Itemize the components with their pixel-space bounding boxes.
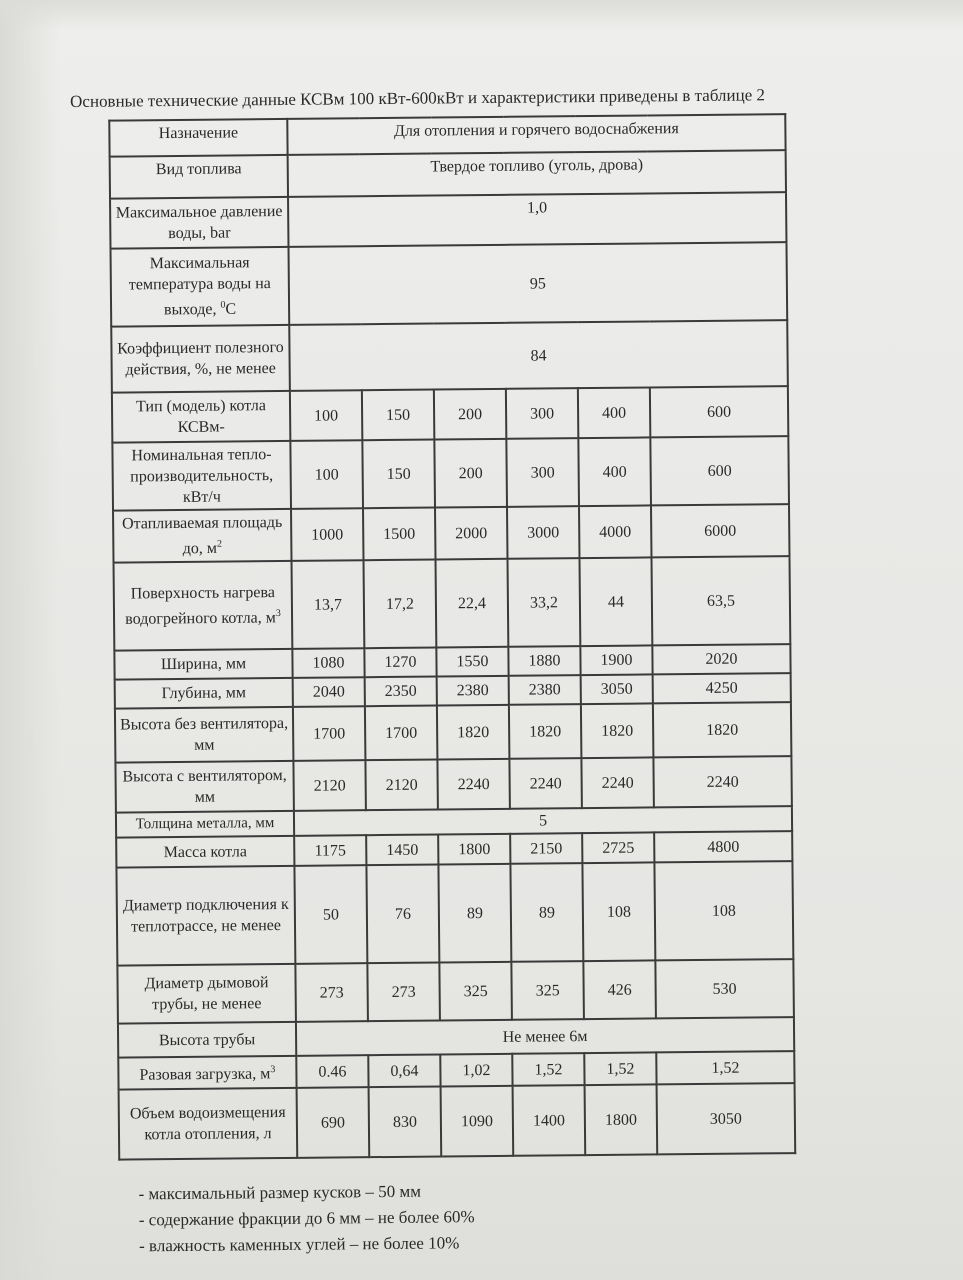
notes xyxy=(138,1178,475,1259)
cell-value: 50 xyxy=(294,865,367,964)
cell-value: 33,2 xyxy=(508,558,581,647)
cell-value: 2240 xyxy=(581,757,653,808)
cell-value: 2725 xyxy=(582,832,654,863)
cell-value: 6000 xyxy=(651,504,790,557)
rows-dimensions xyxy=(112,386,792,812)
cell-label xyxy=(115,761,293,813)
cell-value: 5 xyxy=(294,806,792,836)
cell-label xyxy=(111,247,290,327)
cell-value: 1450 xyxy=(366,835,438,866)
cell-label: Толщина металла, мм xyxy=(116,811,294,838)
row-max-temp xyxy=(111,242,788,326)
cell-value: 273 xyxy=(367,962,440,1021)
cell-value: 1700 xyxy=(293,706,366,761)
table-row xyxy=(116,861,793,965)
cell-value: 300 xyxy=(506,388,578,439)
cell-value: 1,52 xyxy=(512,1053,584,1086)
cell-label xyxy=(114,649,292,680)
label-sup: 0 xyxy=(220,299,226,311)
cell-value: Не менее 6м xyxy=(296,1017,794,1056)
row-efficiency xyxy=(111,320,788,392)
cell-value: 1175 xyxy=(294,835,366,866)
cell-value: 1000 xyxy=(291,508,363,561)
cell-value: 300 xyxy=(506,438,579,507)
label-sup: 2 xyxy=(216,538,223,550)
table-caption: Основные технические данные КСВм 100 кВт-600кВт и характеристики приведены в таблице 2 xyxy=(70,85,766,111)
cell-value: 1,02 xyxy=(440,1054,512,1087)
cell-value: 2350 xyxy=(365,677,437,707)
cell-label xyxy=(112,441,291,511)
cell-value: 44 xyxy=(579,557,652,646)
cell-value: 150 xyxy=(362,390,434,441)
note-2: - содержание фракции до 6 мм – не более 60% xyxy=(138,1207,475,1230)
cell-value: 1270 xyxy=(364,648,436,678)
cell-value: 690 xyxy=(297,1087,370,1158)
cell-value: 108 xyxy=(654,861,793,960)
cell-label xyxy=(117,964,296,1024)
cell-label: Максимальное давление воды, bar xyxy=(110,197,288,249)
cell-label xyxy=(113,509,291,563)
cell-label xyxy=(116,866,295,966)
cell-value: 4000 xyxy=(579,505,651,558)
cell-value: 325 xyxy=(439,962,512,1021)
label-text: Поверхность нагрева водогрейного котла, м xyxy=(125,583,276,628)
cell-value: 1820 xyxy=(653,702,792,757)
cell-label xyxy=(118,1056,296,1090)
cell-value: 1800 xyxy=(438,834,510,865)
page-shadow xyxy=(0,0,60,1280)
cell-label xyxy=(115,678,293,709)
document xyxy=(70,84,911,1267)
cell-value: 1550 xyxy=(436,647,508,677)
cell-value: 2040 xyxy=(293,677,365,707)
table-row xyxy=(114,556,791,650)
cell-value: 530 xyxy=(655,959,794,1018)
label-text: Высота с вентилятором, мм xyxy=(122,766,287,806)
cell-value: 1820 xyxy=(581,703,654,758)
cell-value: 17,2 xyxy=(364,560,437,649)
table-row xyxy=(115,756,791,812)
cell-value: 1400 xyxy=(513,1085,586,1156)
cell-value: 1090 xyxy=(441,1086,514,1157)
cell-value: 200 xyxy=(434,389,506,440)
cell-value: 400 xyxy=(578,437,651,506)
note-1: - максимальный размер кусков – 50 мм xyxy=(138,1181,422,1204)
cell-value: 1,52 xyxy=(584,1052,656,1085)
cell-value: 22,4 xyxy=(436,559,509,648)
cell-value: 600 xyxy=(650,436,789,505)
cell-value: 108 xyxy=(582,862,655,961)
cell-value: 830 xyxy=(369,1086,442,1157)
cell-value: 2380 xyxy=(437,676,509,706)
cell-value: 1,52 xyxy=(656,1051,794,1084)
label-sup: 3 xyxy=(270,1064,276,1076)
row-fuel xyxy=(110,150,786,198)
label-text: Ширина, мм xyxy=(160,655,247,674)
label-text: Диаметр дымовой трубы, не менее xyxy=(144,974,269,1014)
label-sup: 3 xyxy=(275,607,281,619)
table-row xyxy=(119,1083,796,1159)
cell-value: 100 xyxy=(290,440,363,509)
cell-value: 1880 xyxy=(508,646,580,676)
cell-value: 1820 xyxy=(509,704,582,759)
label-text: Отапливаемая площадь до, м xyxy=(121,513,283,558)
cell-value: 2240 xyxy=(653,756,791,807)
cell-value: 4250 xyxy=(653,673,791,703)
cell-value: 273 xyxy=(295,963,368,1022)
label-text: Тип (модель) котла КСВм- xyxy=(136,397,266,436)
cell-value: 13,7 xyxy=(292,560,365,649)
cell-value: 2020 xyxy=(652,644,790,674)
page-top-shadow xyxy=(0,0,963,30)
cell-value: 95 xyxy=(288,242,787,325)
cell-label xyxy=(119,1088,298,1160)
rows-connections xyxy=(116,831,794,1023)
note-3: - влажность каменных углей – не более 10% xyxy=(138,1233,460,1256)
cell-value: 1700 xyxy=(365,706,438,761)
label-text: Объем водоизмещения котла отопления, л xyxy=(129,1103,286,1144)
table-row xyxy=(112,436,789,510)
cell-value: 1820 xyxy=(437,705,510,760)
cell-value: 3000 xyxy=(507,506,579,559)
label-text: Масса котла xyxy=(163,842,248,861)
cell-label xyxy=(115,707,294,763)
table-row xyxy=(117,959,794,1023)
label-unit: С xyxy=(225,301,237,319)
cell-value: 2120 xyxy=(293,760,365,811)
cell-value: 63,5 xyxy=(651,556,790,645)
label-text: Номинальная тепло-производительность, кВт/ч xyxy=(130,445,274,506)
cell-label xyxy=(116,836,294,868)
cell-value: 2380 xyxy=(509,675,581,705)
cell-value: 600 xyxy=(650,386,788,437)
cell-value: 0,64 xyxy=(368,1054,440,1087)
cell-value: 100 xyxy=(290,390,362,441)
label-text: Высота без вентилятора, мм xyxy=(119,714,289,754)
label-text: Разовая загрузка, м xyxy=(139,1065,271,1085)
cell-value: 84 xyxy=(289,320,788,391)
cell-value: 76 xyxy=(366,864,439,963)
cell-value: 1900 xyxy=(580,645,652,675)
cell-value: 426 xyxy=(583,960,656,1019)
cell-value: 1,0 xyxy=(288,192,786,247)
cell-label: Высота трубы xyxy=(118,1022,296,1058)
cell-label xyxy=(112,391,290,443)
rows-loading xyxy=(118,1051,795,1159)
cell-value: 1800 xyxy=(585,1084,658,1155)
label-text: Глубина, мм xyxy=(161,684,247,703)
cell-label: Коэффициент полезного действия, %, не менее xyxy=(111,325,290,393)
cell-value: 1080 xyxy=(292,648,364,678)
table-row xyxy=(115,702,792,762)
table-row xyxy=(112,386,788,442)
label-text: Максимальная температура воды на выходе, xyxy=(128,254,271,319)
spec-table xyxy=(108,113,796,1160)
cell-value: 2240 xyxy=(437,759,509,810)
row-max-pressure xyxy=(110,192,786,248)
cell-value: 2240 xyxy=(509,758,581,809)
cell-label: Назначение xyxy=(109,119,287,157)
label-text: Диаметр подключения к теплотрассе, не менее xyxy=(122,895,289,936)
cell-value: 2120 xyxy=(365,760,437,811)
cell-value: 3050 xyxy=(581,674,653,704)
cell-value: 325 xyxy=(511,961,584,1020)
cell-value: 89 xyxy=(438,864,511,963)
cell-value: Для отопления и горячего водоснабжения xyxy=(287,114,785,155)
cell-value: 400 xyxy=(578,387,650,438)
cell-value: 1500 xyxy=(363,508,435,561)
cell-value: 200 xyxy=(434,439,507,508)
cell-label: Вид топлива xyxy=(110,155,288,199)
cell-value: 4800 xyxy=(654,831,792,862)
cell-value: 2150 xyxy=(510,833,582,864)
cell-value: 89 xyxy=(510,863,583,962)
table-row xyxy=(113,504,789,562)
cell-value: 150 xyxy=(362,440,435,509)
cell-value: Твердое топливо (уголь, дрова) xyxy=(288,150,786,197)
cell-value: 2000 xyxy=(435,507,507,560)
cell-label xyxy=(114,561,293,651)
cell-value: 0.46 xyxy=(296,1055,368,1088)
cell-value: 3050 xyxy=(657,1083,796,1154)
